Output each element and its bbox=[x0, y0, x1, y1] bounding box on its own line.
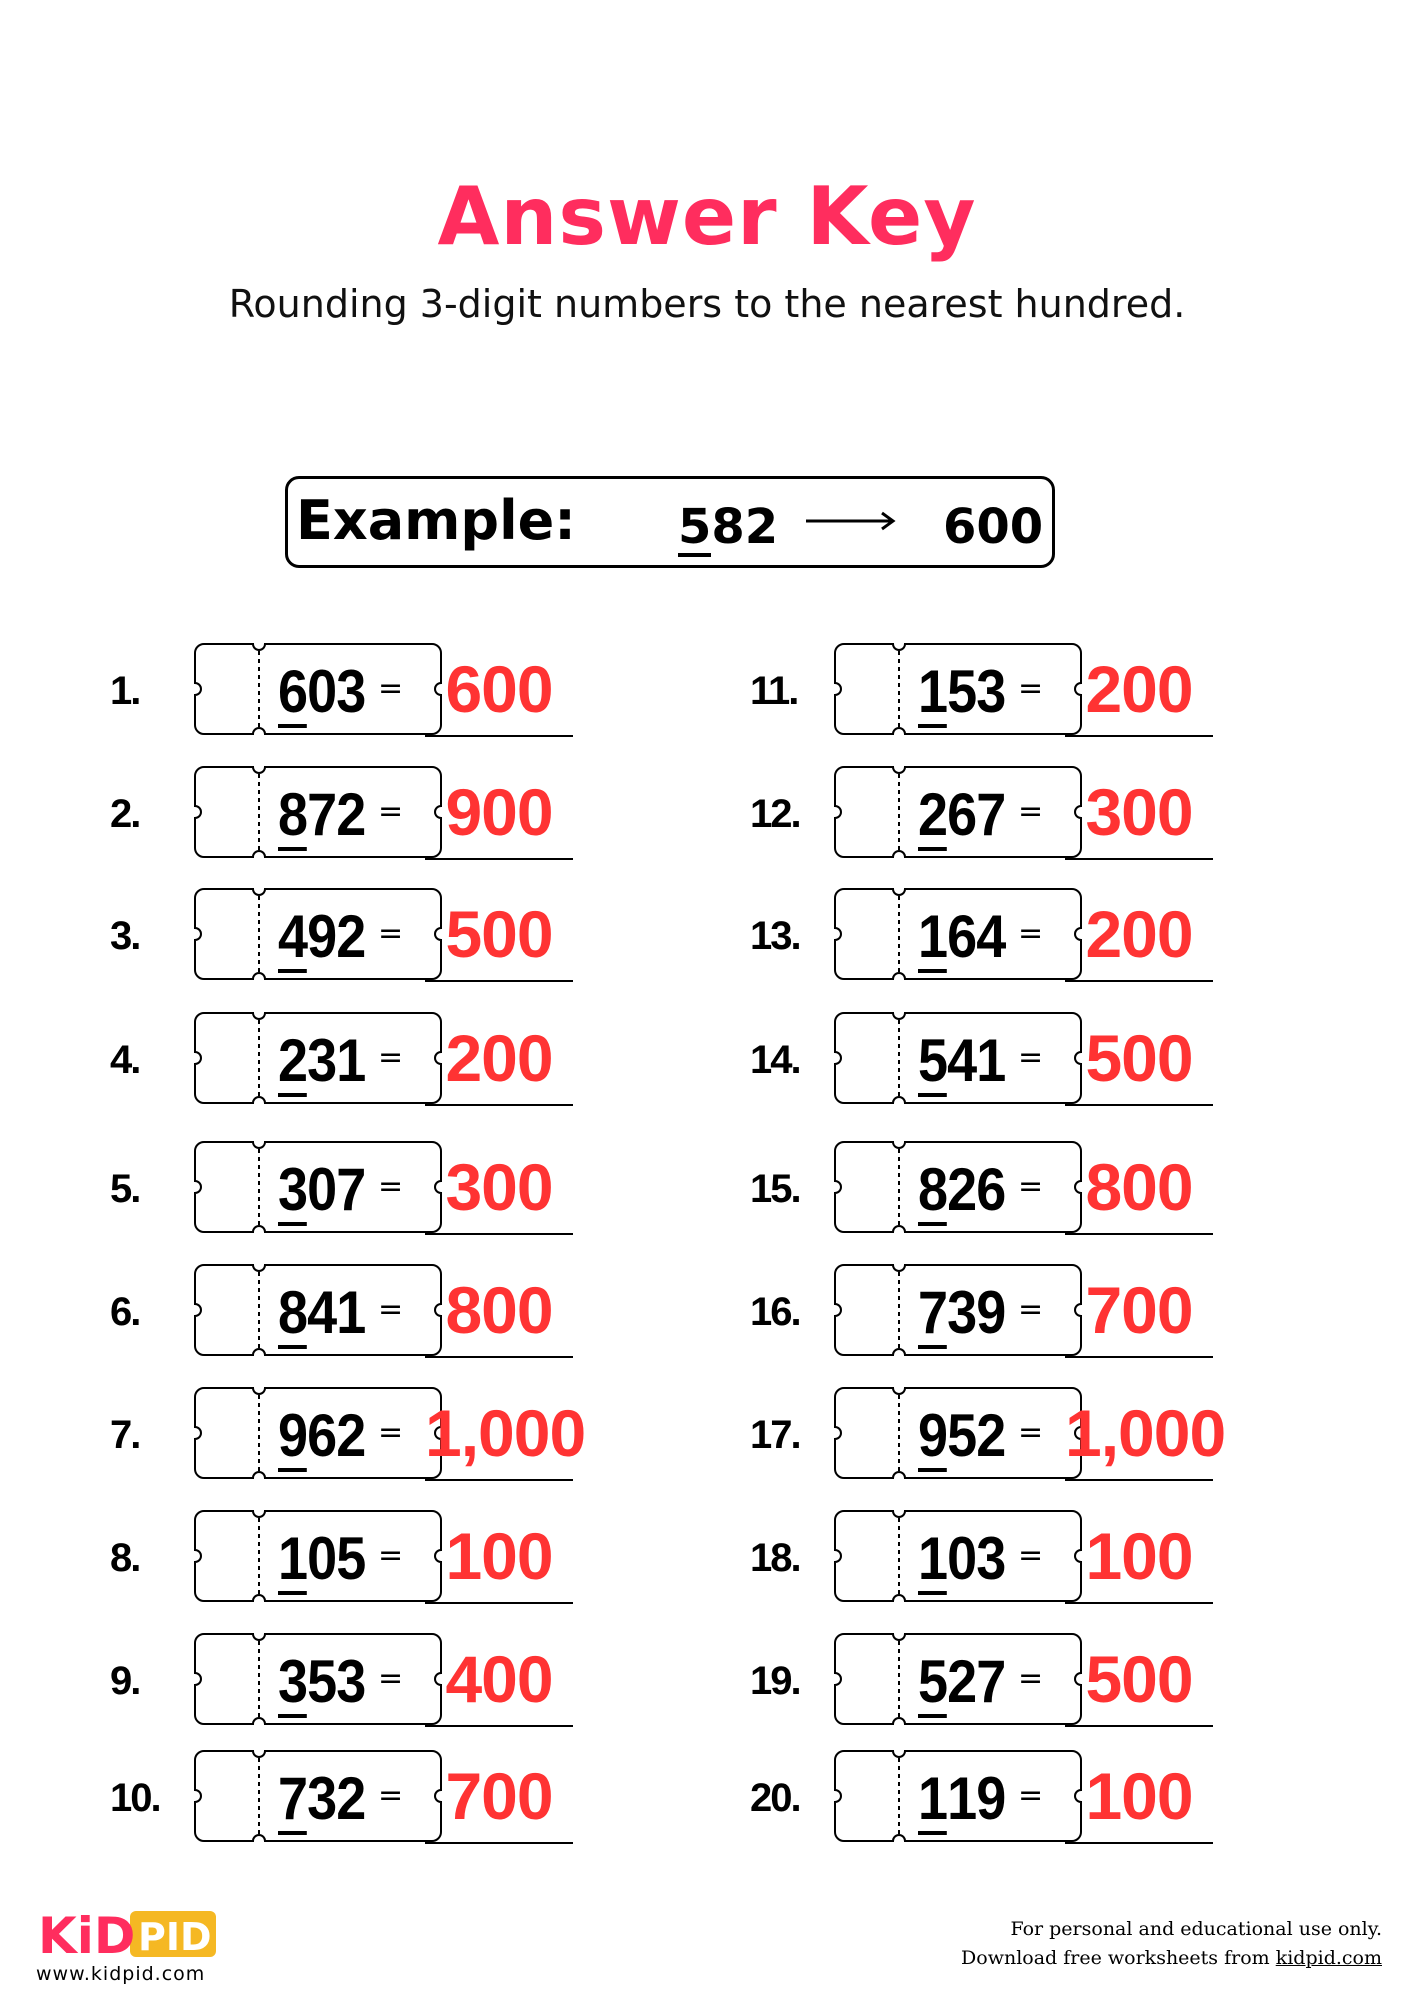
arrow-right-icon bbox=[806, 509, 896, 533]
problem-value: 603 bbox=[278, 657, 365, 728]
ticket bbox=[194, 1264, 442, 1356]
example-box bbox=[285, 476, 1055, 568]
answer-line bbox=[1065, 735, 1213, 737]
answer-line bbox=[425, 1233, 573, 1235]
ticket bbox=[194, 1750, 442, 1842]
ticket bbox=[834, 1750, 1082, 1842]
hundreds-digit: 5 bbox=[678, 499, 712, 555]
answer-line bbox=[425, 1602, 573, 1604]
rounded-answer: 400 bbox=[445, 1642, 553, 1716]
example-number: 582 bbox=[678, 499, 779, 555]
problem-value: 267 bbox=[918, 780, 1005, 851]
rounded-answer: 200 bbox=[1085, 652, 1193, 726]
ticket bbox=[194, 1633, 442, 1725]
equals-sign: = bbox=[1018, 794, 1044, 829]
ticket bbox=[834, 1387, 1082, 1479]
equals-sign: = bbox=[1018, 916, 1044, 951]
equals-sign: = bbox=[1018, 1040, 1044, 1075]
hundreds-digit: 8 bbox=[918, 1160, 947, 1226]
problem-number: 7. bbox=[110, 1413, 140, 1457]
hundreds-digit: 8 bbox=[278, 1283, 307, 1349]
rounded-answer: 800 bbox=[445, 1273, 553, 1347]
rounded-answer: 100 bbox=[445, 1519, 553, 1593]
problem-number: 10. bbox=[110, 1776, 160, 1820]
problem-number: 8. bbox=[110, 1536, 140, 1580]
problem-number: 12. bbox=[750, 792, 800, 836]
problem-value: 164 bbox=[918, 902, 1005, 973]
ticket bbox=[194, 888, 442, 980]
equals-sign: = bbox=[1018, 1778, 1044, 1813]
svg-text:KiD: KiD bbox=[38, 1907, 136, 1960]
rounded-answer: 500 bbox=[445, 897, 553, 971]
problem-row bbox=[750, 1012, 1350, 1104]
problem-number: 6. bbox=[110, 1290, 140, 1334]
rounded-answer: 1,000 bbox=[1065, 1396, 1226, 1470]
equals-sign: = bbox=[1018, 1292, 1044, 1327]
equals-sign: = bbox=[378, 1292, 404, 1327]
problem-value: 826 bbox=[918, 1155, 1005, 1226]
answer-line bbox=[1065, 1233, 1213, 1235]
problem-number: 20. bbox=[750, 1776, 800, 1820]
problem-value: 962 bbox=[278, 1401, 365, 1472]
answer-line bbox=[425, 1356, 573, 1358]
equals-sign: = bbox=[378, 1415, 404, 1450]
problem-number: 1. bbox=[110, 669, 140, 713]
ticket bbox=[834, 1633, 1082, 1725]
hundreds-digit: 1 bbox=[918, 907, 947, 973]
equals-sign: = bbox=[378, 1040, 404, 1075]
problem-row bbox=[750, 1141, 1350, 1233]
hundreds-digit: 5 bbox=[918, 1652, 947, 1718]
equals-sign: = bbox=[378, 671, 404, 706]
answer-line bbox=[425, 980, 573, 982]
hundreds-digit: 1 bbox=[918, 662, 947, 728]
rounded-answer: 100 bbox=[1085, 1759, 1193, 1833]
example-answer: 600 bbox=[943, 499, 1044, 555]
problem-row bbox=[110, 1510, 710, 1602]
problem-row bbox=[750, 1387, 1350, 1479]
problem-value: 492 bbox=[278, 902, 365, 973]
equals-sign: = bbox=[1018, 1415, 1044, 1450]
hundreds-digit: 4 bbox=[278, 907, 307, 973]
problem-row bbox=[110, 1633, 710, 1725]
problem-row bbox=[750, 1510, 1350, 1602]
equals-sign: = bbox=[378, 1169, 404, 1204]
answer-line bbox=[425, 1842, 573, 1844]
problem-number: 9. bbox=[110, 1659, 140, 1703]
ticket bbox=[834, 888, 1082, 980]
problem-number: 15. bbox=[750, 1167, 800, 1211]
problem-row bbox=[110, 766, 710, 858]
website-text: www.kidpid.com bbox=[36, 1963, 206, 1985]
answer-line bbox=[1065, 1104, 1213, 1106]
footer-note bbox=[961, 1915, 1382, 1973]
problem-number: 3. bbox=[110, 914, 140, 958]
problem-value: 872 bbox=[278, 780, 365, 851]
hundreds-digit: 2 bbox=[278, 1031, 307, 1097]
answer-line bbox=[425, 858, 573, 860]
rounded-answer: 1,000 bbox=[425, 1396, 586, 1470]
ticket bbox=[834, 1012, 1082, 1104]
hundreds-digit: 3 bbox=[278, 1160, 307, 1226]
problem-number: 18. bbox=[750, 1536, 800, 1580]
problem-value: 103 bbox=[918, 1524, 1005, 1595]
equals-sign: = bbox=[1018, 1538, 1044, 1573]
problem-value: 307 bbox=[278, 1155, 365, 1226]
ticket bbox=[194, 1141, 442, 1233]
hundreds-digit: 5 bbox=[918, 1031, 947, 1097]
problem-row bbox=[110, 1750, 710, 1842]
problem-value: 119 bbox=[918, 1764, 1005, 1835]
hundreds-digit: 7 bbox=[278, 1769, 307, 1835]
rounded-answer: 300 bbox=[1085, 775, 1193, 849]
answer-line bbox=[1065, 1842, 1213, 1844]
problem-value: 105 bbox=[278, 1524, 365, 1595]
problem-row bbox=[110, 1387, 710, 1479]
equals-sign: = bbox=[1018, 671, 1044, 706]
hundreds-digit: 9 bbox=[918, 1406, 947, 1472]
ticket bbox=[834, 1510, 1082, 1602]
equals-sign: = bbox=[378, 1661, 404, 1696]
answer-line bbox=[425, 735, 573, 737]
problem-value: 527 bbox=[918, 1647, 1005, 1718]
hundreds-digit: 1 bbox=[918, 1529, 947, 1595]
page-subtitle: Rounding 3-digit numbers to the nearest hundred. bbox=[228, 282, 1186, 326]
problem-number: 4. bbox=[110, 1038, 140, 1082]
problem-number: 13. bbox=[750, 914, 800, 958]
hundreds-digit: 8 bbox=[278, 785, 307, 851]
problem-number: 5. bbox=[110, 1167, 140, 1211]
rounded-answer: 500 bbox=[1085, 1642, 1193, 1716]
problem-value: 841 bbox=[278, 1278, 365, 1349]
ticket bbox=[194, 1012, 442, 1104]
hundreds-digit: 1 bbox=[278, 1529, 307, 1595]
problem-number: 11. bbox=[750, 669, 798, 713]
rounded-answer: 700 bbox=[445, 1759, 553, 1833]
problem-value: 231 bbox=[278, 1026, 365, 1097]
answer-line bbox=[1065, 1479, 1213, 1481]
equals-sign: = bbox=[378, 794, 404, 829]
problem-row bbox=[110, 1012, 710, 1104]
ticket bbox=[194, 1510, 442, 1602]
rounded-answer: 300 bbox=[445, 1150, 553, 1224]
hundreds-digit: 7 bbox=[918, 1283, 947, 1349]
equals-sign: = bbox=[1018, 1169, 1044, 1204]
equals-sign: = bbox=[378, 916, 404, 951]
hundreds-digit: 6 bbox=[278, 662, 307, 728]
problem-value: 739 bbox=[918, 1278, 1005, 1349]
ticket bbox=[194, 1387, 442, 1479]
rounded-answer: 200 bbox=[1085, 897, 1193, 971]
problem-row bbox=[110, 1264, 710, 1356]
answer-line bbox=[425, 1479, 573, 1481]
equals-sign: = bbox=[378, 1538, 404, 1573]
rounded-answer: 900 bbox=[445, 775, 553, 849]
hundreds-digit: 3 bbox=[278, 1652, 307, 1718]
problem-row bbox=[110, 1141, 710, 1233]
footer-line1: For personal and educational use only. bbox=[1010, 1918, 1382, 1940]
problem-number: 14. bbox=[750, 1038, 800, 1082]
rounded-answer: 100 bbox=[1085, 1519, 1193, 1593]
footer-line2-text: Download free worksheets from bbox=[961, 1947, 1276, 1969]
ticket bbox=[194, 766, 442, 858]
example-label: Example: bbox=[296, 489, 576, 552]
answer-line bbox=[1065, 1356, 1213, 1358]
answer-line bbox=[425, 1725, 573, 1727]
problem-row bbox=[110, 643, 710, 735]
rounded-answer: 600 bbox=[445, 652, 553, 726]
problem-row bbox=[110, 888, 710, 980]
problem-row bbox=[750, 1264, 1350, 1356]
problem-number: 17. bbox=[750, 1413, 800, 1457]
rounded-answer: 700 bbox=[1085, 1273, 1193, 1347]
kidpid-logo bbox=[38, 1905, 218, 1960]
problem-row bbox=[750, 766, 1350, 858]
ticket bbox=[194, 643, 442, 735]
problem-value: 153 bbox=[918, 657, 1005, 728]
problem-number: 2. bbox=[110, 792, 140, 836]
answer-line bbox=[1065, 1725, 1213, 1727]
page-title: Answer Key bbox=[437, 170, 977, 263]
answer-line bbox=[1065, 858, 1213, 860]
problem-value: 952 bbox=[918, 1401, 1005, 1472]
ticket bbox=[834, 643, 1082, 735]
problem-number: 16. bbox=[750, 1290, 800, 1334]
hundreds-digit: 1 bbox=[918, 1769, 947, 1835]
footer-line2 bbox=[961, 1944, 1382, 1973]
problem-row bbox=[750, 1633, 1350, 1725]
answer-line bbox=[1065, 980, 1213, 982]
ticket bbox=[834, 766, 1082, 858]
problem-value: 541 bbox=[918, 1026, 1005, 1097]
rounded-answer: 200 bbox=[445, 1021, 553, 1095]
ticket bbox=[834, 1264, 1082, 1356]
ticket bbox=[834, 1141, 1082, 1233]
rounded-answer: 800 bbox=[1085, 1150, 1193, 1224]
problem-number: 19. bbox=[750, 1659, 800, 1703]
equals-sign: = bbox=[378, 1778, 404, 1813]
kidpid-link[interactable]: kidpid.com bbox=[1275, 1947, 1382, 1969]
svg-text:PID: PID bbox=[138, 1915, 212, 1959]
answer-line bbox=[425, 1104, 573, 1106]
hundreds-digit: 9 bbox=[278, 1406, 307, 1472]
rounded-answer: 500 bbox=[1085, 1021, 1193, 1095]
problem-row bbox=[750, 1750, 1350, 1842]
problem-row bbox=[750, 643, 1350, 735]
problem-row bbox=[750, 888, 1350, 980]
problem-value: 353 bbox=[278, 1647, 365, 1718]
answer-line bbox=[1065, 1602, 1213, 1604]
equals-sign: = bbox=[1018, 1661, 1044, 1696]
problem-value: 732 bbox=[278, 1764, 365, 1835]
hundreds-digit: 2 bbox=[918, 785, 947, 851]
